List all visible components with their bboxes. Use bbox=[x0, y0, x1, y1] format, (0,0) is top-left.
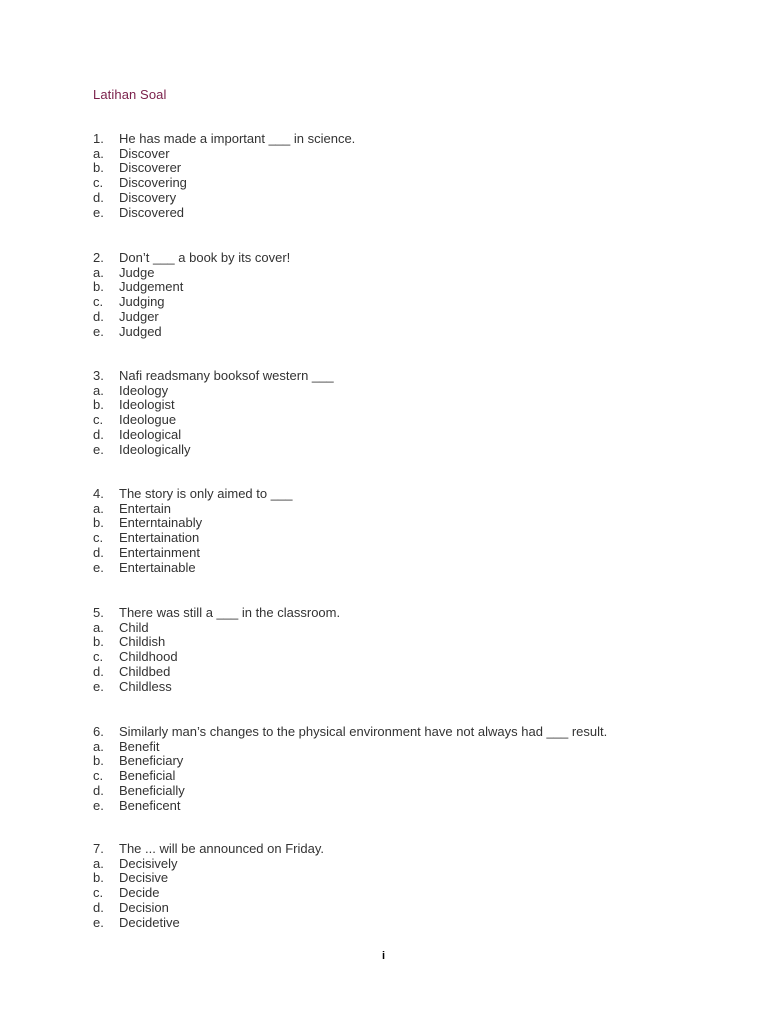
answer-option bbox=[93, 176, 355, 191]
option-text: Discovering bbox=[119, 175, 187, 191]
answer-option bbox=[93, 754, 607, 769]
option-text: Beneficially bbox=[119, 782, 185, 798]
answer-option bbox=[93, 325, 290, 340]
option-letter: e. bbox=[93, 559, 104, 575]
option-letter: d. bbox=[93, 782, 104, 798]
option-text: Entertain bbox=[119, 500, 172, 516]
option-text: Judging bbox=[119, 294, 165, 310]
answer-option bbox=[93, 680, 340, 695]
answer-option bbox=[93, 857, 324, 872]
question-2 bbox=[93, 251, 290, 339]
question-7 bbox=[93, 842, 324, 930]
option-text: Decisive bbox=[119, 870, 169, 886]
option-text: Ideologically bbox=[119, 441, 191, 457]
option-letter: c. bbox=[93, 175, 104, 191]
option-letter: c. bbox=[93, 294, 104, 310]
option-letter: c. bbox=[93, 649, 104, 665]
option-letter: b. bbox=[93, 870, 104, 886]
question-number: 1. bbox=[93, 131, 104, 146]
page-title: Latihan Soal bbox=[93, 87, 167, 102]
option-letter: b. bbox=[93, 753, 104, 769]
answer-option bbox=[93, 516, 292, 531]
option-text: Discoverer bbox=[119, 160, 182, 176]
option-text: Ideologist bbox=[119, 397, 175, 413]
question-stem bbox=[93, 842, 324, 857]
option-letter: c. bbox=[93, 768, 104, 784]
option-letter: e. bbox=[93, 441, 104, 457]
answer-option bbox=[93, 502, 292, 517]
option-text: Childhood bbox=[119, 649, 178, 665]
option-text: Child bbox=[119, 619, 149, 635]
answer-option bbox=[93, 901, 324, 916]
option-letter: b. bbox=[93, 634, 104, 650]
answer-option bbox=[93, 295, 290, 310]
question-6 bbox=[93, 725, 607, 813]
option-letter: a. bbox=[93, 264, 104, 280]
question-number: 6. bbox=[93, 724, 104, 739]
option-letter: e. bbox=[93, 323, 104, 339]
option-text: Discovered bbox=[119, 204, 185, 220]
question-text: Don’t ___ a book by its cover! bbox=[119, 250, 291, 265]
option-letter: b. bbox=[93, 279, 104, 295]
answer-option bbox=[93, 871, 324, 886]
option-text: Judge bbox=[119, 264, 155, 280]
question-4 bbox=[93, 487, 292, 575]
answer-option bbox=[93, 886, 324, 901]
page-number: i bbox=[382, 950, 386, 962]
answer-option bbox=[93, 665, 340, 680]
option-letter: c. bbox=[93, 412, 104, 428]
question-stem bbox=[93, 606, 340, 621]
question-text: There was still a ___ in the classroom. bbox=[119, 605, 341, 620]
option-text: Ideologue bbox=[119, 412, 177, 428]
answer-option bbox=[93, 561, 292, 576]
question-text: Similarly man’s changes to the physical environment have not always had ___ result. bbox=[119, 724, 608, 739]
option-text: Decidetive bbox=[119, 914, 180, 930]
answer-option bbox=[93, 650, 340, 665]
answer-option bbox=[93, 310, 290, 325]
option-letter: c. bbox=[93, 530, 104, 546]
answer-option bbox=[93, 384, 334, 399]
question-number: 3. bbox=[93, 368, 104, 383]
option-letter: a. bbox=[93, 145, 104, 161]
answer-option bbox=[93, 191, 355, 206]
option-letter: e. bbox=[93, 678, 104, 694]
option-text: Beneficial bbox=[119, 768, 176, 784]
answer-option bbox=[93, 621, 340, 636]
option-letter: a. bbox=[93, 619, 104, 635]
option-text: Decide bbox=[119, 885, 160, 901]
option-letter: a. bbox=[93, 738, 104, 754]
option-text: Entertainment bbox=[119, 544, 200, 560]
option-text: Beneficent bbox=[119, 797, 181, 813]
answer-option bbox=[93, 398, 334, 413]
answer-option bbox=[93, 740, 607, 755]
answer-option bbox=[93, 769, 607, 784]
question-number: 4. bbox=[93, 486, 104, 501]
question-3 bbox=[93, 369, 334, 457]
option-text: Childbed bbox=[119, 663, 171, 679]
answer-option bbox=[93, 784, 607, 799]
option-letter: e. bbox=[93, 914, 104, 930]
option-letter: d. bbox=[93, 544, 104, 560]
option-letter: d. bbox=[93, 899, 104, 915]
option-text: Discovery bbox=[119, 189, 177, 205]
option-letter: a. bbox=[93, 382, 104, 398]
option-letter: d. bbox=[93, 426, 104, 442]
option-text: Decisively bbox=[119, 855, 178, 871]
question-text: He has made a important ___ in science. bbox=[119, 131, 356, 146]
answer-option bbox=[93, 147, 355, 162]
question-stem bbox=[93, 725, 607, 740]
option-letter: d. bbox=[93, 189, 104, 205]
option-letter: c. bbox=[93, 885, 104, 901]
option-letter: e. bbox=[93, 797, 104, 813]
question-stem bbox=[93, 487, 292, 502]
question-number: 2. bbox=[93, 250, 104, 265]
option-letter: d. bbox=[93, 308, 104, 324]
option-text: Ideological bbox=[119, 426, 182, 442]
option-text: Judgement bbox=[119, 279, 184, 295]
answer-option bbox=[93, 413, 334, 428]
question-number: 7. bbox=[93, 841, 104, 856]
answer-option bbox=[93, 531, 292, 546]
question-5 bbox=[93, 606, 340, 694]
option-letter: b. bbox=[93, 397, 104, 413]
answer-option bbox=[93, 161, 355, 176]
option-text: Enterntainably bbox=[119, 515, 203, 531]
question-number: 5. bbox=[93, 605, 104, 620]
option-letter: d. bbox=[93, 663, 104, 679]
option-text: Childless bbox=[119, 678, 172, 694]
option-letter: e. bbox=[93, 204, 104, 220]
option-text: Ideology bbox=[119, 382, 169, 398]
question-text: Nafi readsmany booksof western ___ bbox=[119, 368, 334, 383]
answer-option bbox=[93, 799, 607, 814]
option-text: Childish bbox=[119, 634, 166, 650]
option-text: Benefit bbox=[119, 738, 160, 754]
answer-option bbox=[93, 206, 355, 221]
answer-option bbox=[93, 280, 290, 295]
answer-option bbox=[93, 266, 290, 281]
option-text: Entertaination bbox=[119, 530, 200, 546]
option-text: Judger bbox=[119, 308, 159, 324]
answer-option bbox=[93, 635, 340, 650]
option-letter: b. bbox=[93, 515, 104, 531]
question-1 bbox=[93, 132, 355, 220]
answer-option bbox=[93, 546, 292, 561]
answer-option bbox=[93, 428, 334, 443]
question-stem bbox=[93, 369, 334, 384]
option-text: Decision bbox=[119, 899, 169, 915]
question-text: The ... will be announced on Friday. bbox=[119, 841, 324, 856]
question-text: The story is only aimed to ___ bbox=[119, 486, 293, 501]
option-letter: b. bbox=[93, 160, 104, 176]
answer-option bbox=[93, 443, 334, 458]
question-stem bbox=[93, 132, 355, 147]
option-text: Discover bbox=[119, 145, 170, 161]
option-text: Judged bbox=[119, 323, 162, 339]
option-text: Beneficiary bbox=[119, 753, 184, 769]
option-letter: a. bbox=[93, 500, 104, 516]
question-stem bbox=[93, 251, 290, 266]
option-letter: a. bbox=[93, 855, 104, 871]
answer-option bbox=[93, 916, 324, 931]
option-text: Entertainable bbox=[119, 559, 196, 575]
